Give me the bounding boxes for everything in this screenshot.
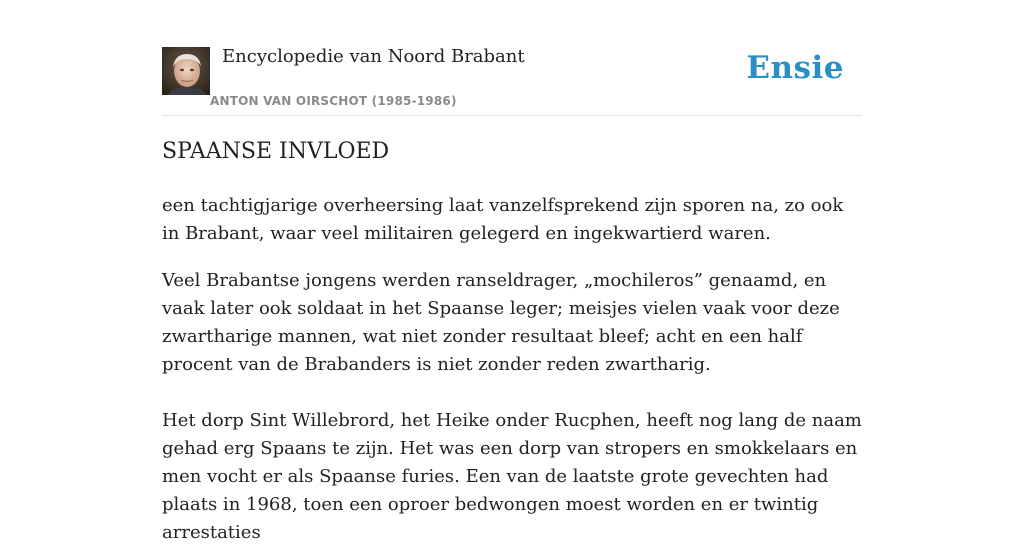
article-paragraph: Veel Brabantse jongens werden ranseldrager, „mochileros” genaamd, en vaak later ook soldaat in het Spaanse leger; meisjes vielen vaak voor deze zwartharige mannen, wat niet zonder resultaat bleef; acht en een half procent van de Brabanders is niet zonder reden zwartharig. [162,270,840,375]
ensie-logo[interactable]: Ensie [746,50,844,86]
author-avatar[interactable] [162,47,210,95]
article-headword: SPAANSE INVLOED [162,139,390,164]
article-page [162,0,862,543]
author-name[interactable]: ANTON VAN OIRSCHOT (1985-1986) [210,94,457,108]
article-body [162,192,862,547]
article-paragraph: een tachtigjarige overheersing laat vanzelfsprekend zijn sporen na, zo ook in Brabant, waar veel militairen gelegerd en ingekwartierd waren. [162,195,844,244]
publication-title[interactable]: Encyclopedie van Noord Brabant [222,46,525,67]
author-portrait-icon [162,47,210,95]
article-paragraph: Het dorp Sint Willebrord, het Heike onder Rucphen, heeft nog lang de naam gehad erg Spaans te zijn. Het was een dorp van stropers en smokkelaars en men vocht er als Spaanse furies. Een van de laatste grote gevechten had plaats in 1968, toen een oproer bedwongen moest worden en er twintig arrestaties [162,410,862,543]
header-divider [162,115,862,116]
